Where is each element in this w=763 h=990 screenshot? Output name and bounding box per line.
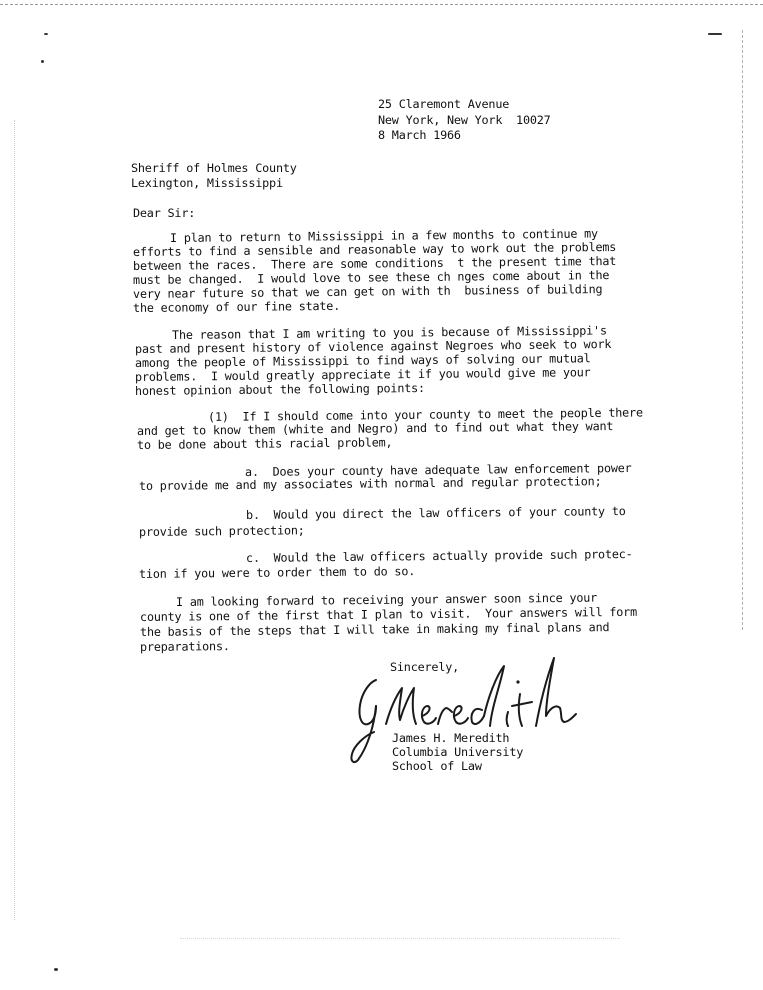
signer-institution: Columbia University [392, 745, 524, 759]
body-line: to be done about this racial problem, [136, 435, 393, 452]
scan-speck [708, 33, 722, 35]
body-line: the economy of our fine state. [132, 298, 341, 315]
body-line: very near future so that we can get on with th business of building [132, 282, 603, 301]
body-line: the basis of the steps that I will take in making my final plans and [139, 620, 610, 639]
closing: Sincerely, [390, 660, 460, 674]
letter-date: 8 March 1966 [378, 128, 461, 142]
scan-speck [41, 60, 44, 63]
body-line: c. Would the law officers actually provide such protec- [245, 546, 633, 565]
scan-artifact-line [180, 938, 620, 939]
body-line: efforts to find a sensible and reasonable way to work out the problems [132, 239, 617, 259]
scan-edge-right [742, 30, 743, 630]
body-line: provide such protection; [138, 523, 305, 539]
body-line: preparations. [139, 639, 230, 654]
return-address-line: 25 Claremont Avenue [378, 97, 510, 111]
body-line: past and present history of violence against Negroes who seek to work [134, 337, 612, 356]
body-line: to provide me and my associates with normal and regular protection; [138, 474, 602, 493]
signer-school: School of Law [392, 759, 482, 773]
scan-speck [44, 33, 48, 35]
salutation: Dear Sir: [133, 206, 196, 220]
recipient-line: Sheriff of Holmes County [131, 161, 297, 175]
body-line: county is one of the first that I plan to visit. Your answers will form [139, 604, 638, 624]
recipient-line: Lexington, Mississippi [131, 176, 283, 190]
scan-edge-left [14, 120, 15, 920]
body-line: tion if you were to order them to do so. [138, 564, 416, 581]
body-line: between the races. There are some conditions t the present time that [132, 253, 617, 273]
scan-edge-top [0, 4, 763, 5]
body-line: I am looking forward to receiving your answer soon since your [175, 590, 598, 609]
scan-speck [54, 968, 58, 971]
body-line: The reason that I am writing to you is because of Mississippi's [171, 323, 607, 342]
body-line: must be changed. I would love to see these ch nges come about in the [132, 268, 610, 287]
body-line: among the people of Mississippi to find ways of solving our mutual [134, 351, 591, 370]
body-line: and get to know them (white and Negro) and to find out what they want [136, 419, 614, 438]
body-line: a. Does your county have adequate law enforcement power [244, 460, 632, 479]
body-line: honest opinion about the following points: [134, 380, 425, 398]
body-line: I plan to return to Mississippi in a few months to continue my [169, 226, 599, 245]
return-address-line: New York, New York 10027 [378, 113, 551, 127]
signer-name: James H. Meredith [392, 731, 510, 745]
body-line: problems. I would greatly appreciate it if you would give me your [134, 365, 591, 384]
body-line: b. Would you direct the law officers of your county to [245, 504, 626, 522]
body-line: (1) If I should come into your county to meet the people there [207, 405, 643, 424]
